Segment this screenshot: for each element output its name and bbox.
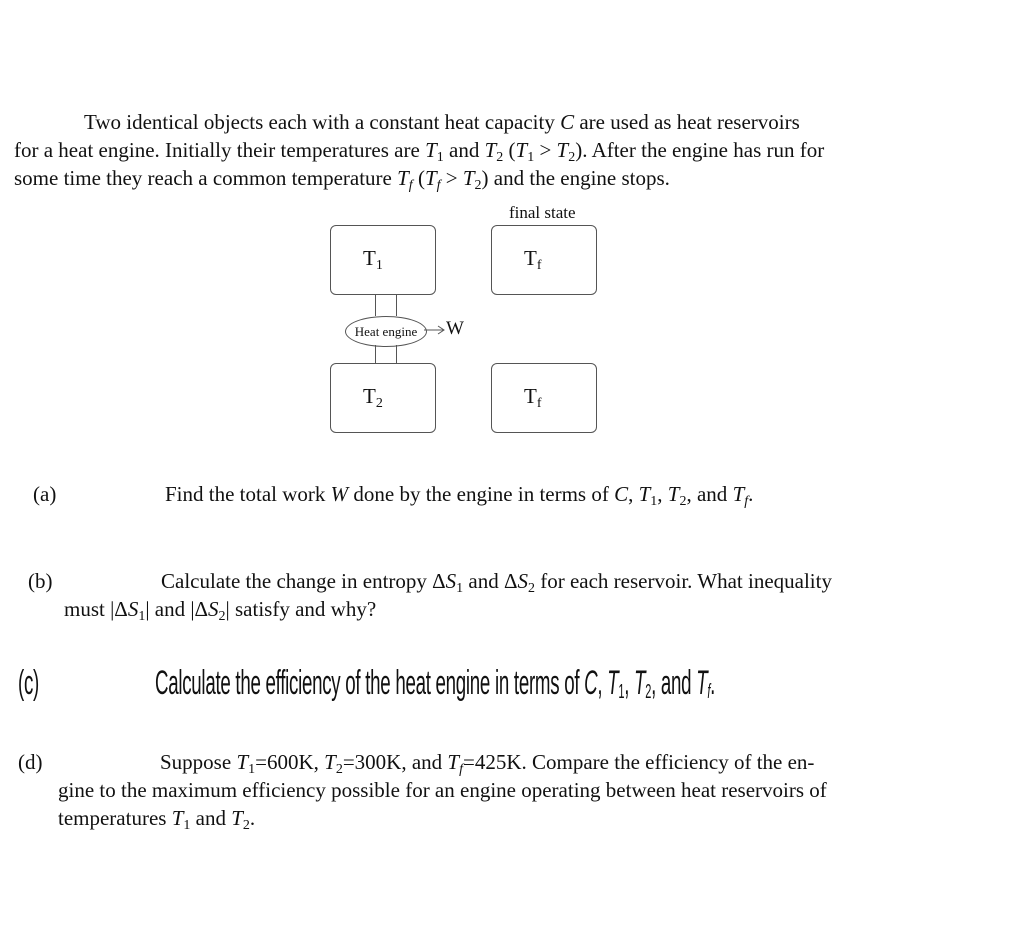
question-b-text-line1: Calculate the change in entropy $\Delta S_1$ and $\Delta S_2$ for each reservoir. What inequality bbox=[161, 569, 832, 596]
question-c-text: Calculate the efficiency of the heat engine in terms of C, $T_1$, $T_2$, and $T_f$. bbox=[155, 664, 716, 703]
reservoir-tf-bottom-box bbox=[491, 363, 597, 433]
reservoir-tf-bottom-label: $T_f$ bbox=[524, 384, 542, 411]
reservoir-t2-label: $T_2$ bbox=[363, 384, 383, 411]
question-d-text-line2: gine to the maximum efficiency possible for an engine operating between heat reservoirs of bbox=[58, 778, 827, 802]
heat-engine-label: Heat engine bbox=[354, 324, 418, 339]
question-c-label: (c) bbox=[18, 664, 39, 702]
intro-line-1: Two identical objects each with a constant heat capacity C are used as heat reservoirs bbox=[84, 110, 800, 134]
reservoir-t1-box bbox=[330, 225, 436, 295]
question-a-label: (a) bbox=[33, 482, 57, 506]
reservoir-t2-box bbox=[330, 363, 436, 433]
question-d-text-line1: Suppose $T_1=600K$, $T_2=300K$, and $T_f=425K$. Compare the efficiency of the en- bbox=[160, 750, 815, 777]
question-d-text-line3: temperatures $T_1$ and $T_2$. bbox=[58, 806, 256, 833]
intro-line-3: some time they reach a common temperature $T_f$ $(T_f > T_2)$ and the engine stops. bbox=[14, 166, 670, 193]
question-b-label: (b) bbox=[28, 569, 53, 593]
engine-connector-bottom bbox=[375, 345, 397, 364]
question-a-text: Find the total work W done by the engine in terms of C, $T_1$, $T_2$, and $T_f$. bbox=[165, 482, 754, 509]
final-state-label: final state bbox=[509, 203, 576, 222]
reservoir-t1-label: $T_1$ bbox=[363, 246, 383, 273]
heat-engine bbox=[345, 316, 427, 347]
engine-connector-top bbox=[375, 294, 397, 316]
reservoir-tf-top-box bbox=[491, 225, 597, 295]
question-b-text-line2: must $|\Delta S_1|$ and $|\Delta S_2|$ satisfy and why? bbox=[64, 597, 377, 624]
work-arrow-icon bbox=[424, 324, 448, 336]
intro-line-2: for a heat engine. Initially their temperatures are $T_1$ and $T_2$ $(T_1 > T_2)$. After the engine has run for bbox=[14, 138, 825, 165]
work-label: W bbox=[446, 318, 464, 339]
question-d-label: (d) bbox=[18, 750, 43, 774]
reservoir-tf-top-label: $T_f$ bbox=[524, 246, 542, 273]
